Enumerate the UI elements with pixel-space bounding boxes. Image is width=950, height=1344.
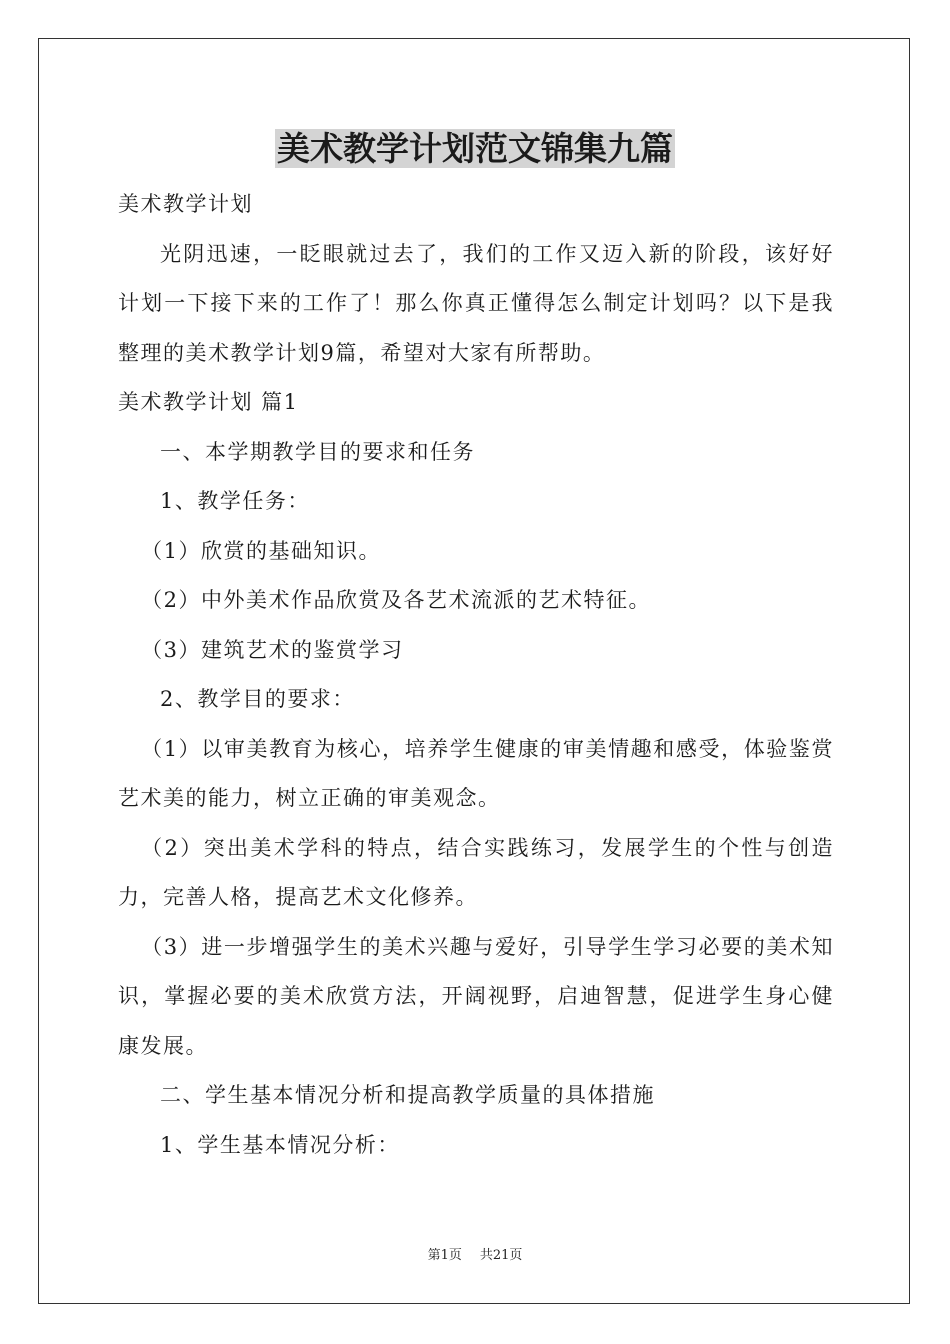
outline-subitem: （1）欣赏的基础知识。: [141, 538, 381, 563]
document-title: [0, 125, 950, 173]
outline-subitem: （2）中外美术作品欣赏及各艺术流派的艺术特征。: [141, 588, 651, 612]
outline-item: 二、学生基本情况分析和提高教学质量的具体措施: [160, 1083, 655, 1107]
outline-subitem: （1）以审美教育为核心，培养学生健康的审美情趣和感受，体验鉴赏艺术美的能力，树立正确的审美观念。: [118, 736, 834, 810]
outline-item: 2、教学目的要求：: [160, 687, 355, 711]
outline-subitem: （3）建筑艺术的鉴赏学习: [141, 637, 404, 662]
outline-item: 一、本学期教学目的要求和任务: [160, 439, 475, 464]
section-heading: 美术教学计划: [118, 192, 253, 216]
outline-item: 1、学生基本情况分析：: [160, 1132, 400, 1157]
document-title-text: 美术教学计划范文锦集九篇: [277, 129, 673, 168]
section-heading-part1: 美术教学计划 篇1: [118, 390, 299, 414]
outline-item: 1、教学任务：: [160, 489, 310, 513]
intro-paragraph: 光阴迅速，一眨眼就过去了，我们的工作又迈入新的阶段，该好好计划一下接下来的工作了！那么你真正懂得怎么制定计划吗？以下是我整理的美术教学计划9篇，希望对大家有所帮助。: [118, 241, 834, 365]
outline-subitem: （2）突出美术学科的特点，结合实践练习，发展学生的个性与创造力，完善人格，提高艺术文化修养。: [118, 835, 834, 909]
outline-subitem: （3）进一步增强学生的美术兴趣与爱好，引导学生学习必要的美术知识，掌握必要的美术欣赏方法，开阔视野，启迪智慧，促进学生身心健康发展。: [118, 934, 834, 1058]
page-footer: [0, 1246, 950, 1266]
page-total: 共21页: [479, 1248, 523, 1263]
page-number: 第1页: [427, 1248, 462, 1263]
document-body: [118, 180, 834, 1170]
